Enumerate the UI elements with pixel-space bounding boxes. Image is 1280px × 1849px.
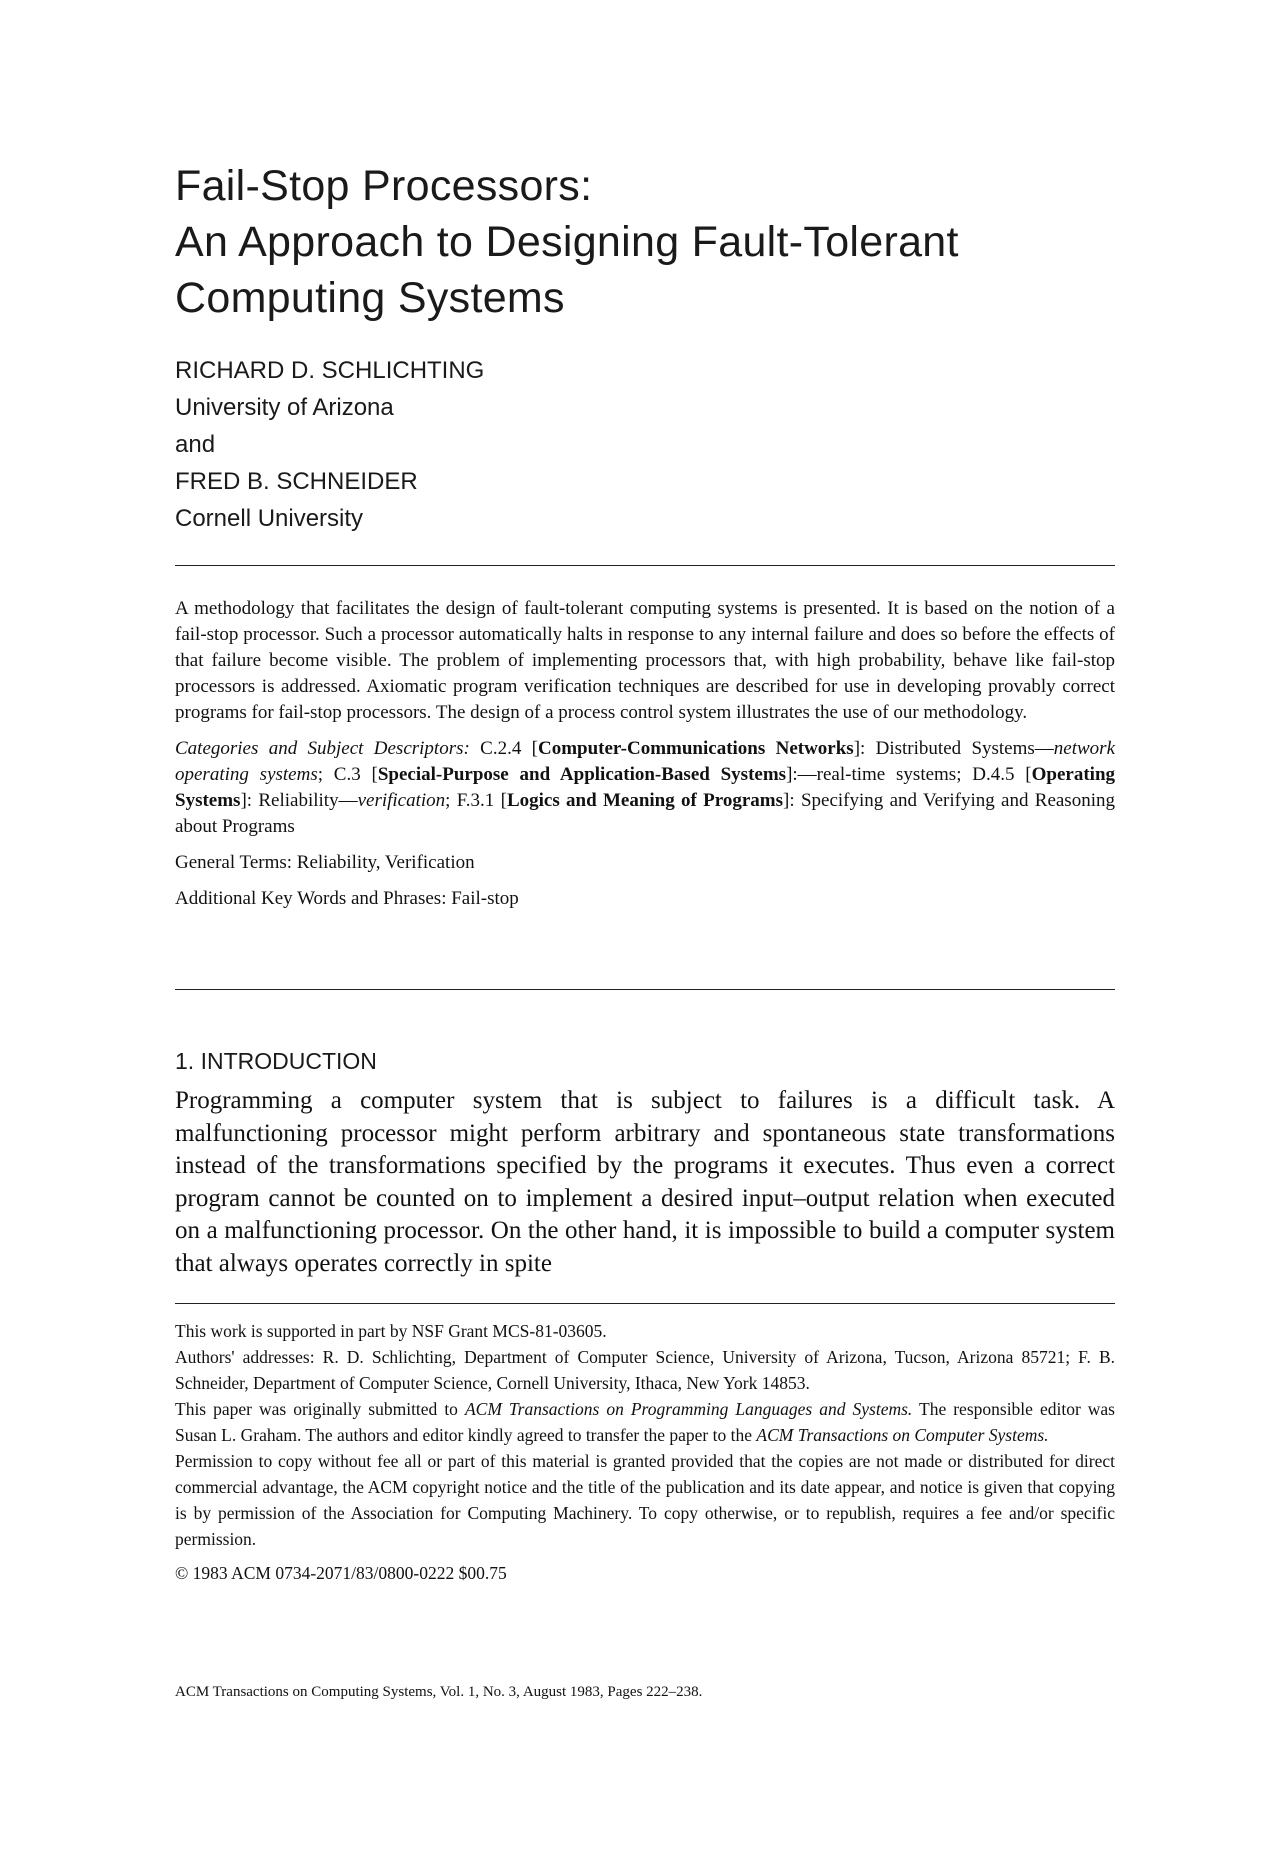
introduction-text: Programming a computer system that is subject to failures is a difficult task. A malfunctioning processor might perform arbitrary and spontaneous state transformations instead of the transformations specified by the programs it executes. Thus even a correct program cannot be counted on to implement a desired input–output relation when executed on a malfunctioning processor. On the other hand, it is impossible to build a computer system that always operates correctly in spite [175, 1087, 1115, 1277]
journal-name: ACM Transactions on Computer Systems. [756, 1425, 1049, 1445]
author-affiliation-1: University of Arizona [175, 394, 394, 421]
paper-title [175, 158, 1115, 326]
submission-text: The responsible editor was Susan L. Graham. The authors and editor kindly agreed to transfer the paper to the [175, 1399, 1115, 1445]
categories-text: ]: Reliability— [240, 790, 358, 811]
categories-text: ]: Distributed Systems— [853, 738, 1054, 759]
author-block [175, 352, 484, 537]
categories-text: ; C.3 [ [317, 764, 378, 785]
categories-text: ]:—real-time systems; D.4.5 [ [786, 764, 1032, 785]
categories-text: Computer-Communications Networks [537, 738, 854, 759]
categories-text: Special-Purpose and Application-Based Systems [377, 764, 787, 785]
footnotes [175, 1318, 1115, 1586]
categories-text: ]: Specifying and Verifying and Reasoning about Programs [175, 790, 1115, 837]
title-line-1: Fail-Stop Processors: [175, 162, 593, 210]
categories-text: Logics and Meaning of Programs [506, 790, 784, 811]
abstract-block [175, 596, 1115, 922]
author-affiliation-2: Cornell University [175, 505, 364, 532]
submission-note [175, 1396, 1115, 1448]
categories-text: Operating Systems [175, 764, 1116, 811]
abstract-bottom-rule [175, 989, 1115, 990]
author-conjunction: and [175, 431, 216, 458]
author-name-2: FRED B. SCHNEIDER [175, 468, 418, 495]
additional-keywords: Additional Key Words and Phrases: Fail-stop [175, 888, 519, 909]
abstract-top-rule [175, 565, 1115, 566]
copyright-notice: © 1983 ACM 0734-2071/83/0800-0222 $00.75 [175, 1563, 507, 1583]
categories-label: Categories and Subject Descriptors: [175, 738, 470, 759]
submission-text: This paper was originally submitted to [175, 1399, 465, 1419]
journal-name: ACM Transactions on Programming Languages and Systems. [464, 1399, 913, 1419]
footnote-rule [175, 1303, 1115, 1304]
funding-note: This work is supported in part by NSF Grant MCS-81-03605. [175, 1321, 607, 1341]
authors-addresses: Authors' addresses: R. D. Schlichting, Department of Computer Science, University of Arizona, Tucson, Arizona 85721; F. B. Schneider, Department of Computer Science, Cornell University, Ithaca, New York 14853. [175, 1347, 1115, 1393]
section-heading: 1. INTRODUCTION [175, 1048, 377, 1074]
title-line-3: Computing Systems [175, 274, 565, 322]
author-name-1: RICHARD D. SCHLICHTING [175, 357, 485, 384]
categories-text: C.2.4 [ [480, 738, 538, 759]
categories-text: verification [357, 790, 446, 811]
categories-text: network operating systems [175, 738, 1116, 785]
general-terms: General Terms: Reliability, Verification [175, 852, 475, 873]
journal-footer: ACM Transactions on Computing Systems, Vol. 1, No. 3, August 1983, Pages 222–238. [175, 1684, 703, 1700]
categories-descriptors [175, 736, 1115, 840]
permission-notice: Permission to copy without fee all or part of this material is granted provided that the copies are not made or distributed for direct commercial advantage, the ACM copyright notice and the title of the publication and its date appear, and notice is given that copying is by permission of the Association for Computing Machinery. To copy otherwise, or to republish, requires a fee and/or specific permission. [175, 1451, 1115, 1549]
paper-page [175, 0, 1115, 1849]
title-line-2: An Approach to Designing Fault-Tolerant [175, 218, 959, 266]
categories-text: ; F.3.1 [ [445, 790, 507, 811]
abstract-text: A methodology that facilitates the design of fault-tolerant computing systems is presented. It is based on the notion of a fail-stop processor. Such a processor automatically halts in response to any internal failure and does so before the effects of that failure become visible. The problem of implementing processors that, with high probability, behave like fail-stop processors is addressed. Axiomatic program verification techniques are described for use in developing provably correct programs for fail-stop processors. The design of a process control system illustrates the use of our methodology. [175, 598, 1115, 723]
